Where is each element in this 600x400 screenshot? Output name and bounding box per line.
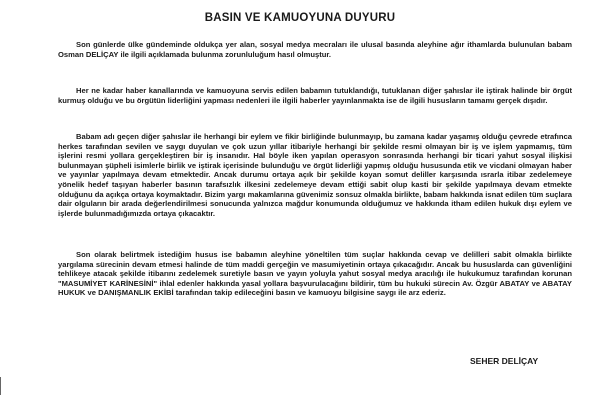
paragraph-1-text: Son günlerde ülke gündeminde oldukça yer alan, sosyal medya mecraları ile ulusal basında aleyhine ağır ithamlarda bulunulan babam Osman DELİÇAY ile ilgili açıklamada bulunma zorunluluğum hasıl olmuştur.: [58, 40, 572, 59]
paragraph-4: [58, 250, 572, 298]
paragraph-2-text: Her ne kadar haber kanallarında ve kamuoyuna servis edilen babamın tutuklandığı, tutuklanan diğer şahıslar ile iştirak halinde bir örgüt kurmuş olduğu ve bu örgütün liderliğini yapması nedenleri ile ilgili haberler yayınlanmakta ise de ilgili hususların tamamı gerçek dışıdır.: [58, 86, 572, 105]
document-title: BASIN VE KAMUOYUNA DUYURU: [204, 12, 396, 24]
paragraph-3: [58, 132, 572, 218]
paragraph-4-text: Son olarak belirtmek istediğim husus ise babamın aleyhine yöneltilen tüm suçlar hakkında cevap ve delilleri sabit olmakla birlikte yargılama sürecinin devam etmesi halinde de tüm maddi gerçeğin ve masumiyetinin ortaya çıkacağıdır. Ancak bu hususlarda can güvenliğini tehlikeye atacak şekilde itibarını zedelemek suretiyle basın ve yayın yoluyla yahut sosyal medya aracılığı ile hukukumuz tarafından korunan "MASUMİYET KARİNESİNİ" ihlal edenler hakkında yasal yollara başvurulacağını bildirir, tüm bu hukuki sürecin Av. Özgür ABATAY ve ABATAY HUKUK ve DANIŞMANLIK EKİBİ tarafından takip edileceğini basın ve kamuoyu bilgisine saygı ile arz ederiz.: [58, 250, 572, 298]
signature: SEHER DELİÇAY: [470, 356, 539, 366]
paragraph-1: [58, 40, 572, 59]
page-edge-mark: [0, 377, 5, 395]
paragraph-3-text: Babam adı geçen diğer şahıslar ile herhangi bir eylem ve fikir birliğinde bulunmayıp, bu zamana kadar yaşamış olduğu çevrede etrafınca herkes tarafından sevilen ve saygı duyulan ve çok uzun yıllar itibariyle herhangi bir şekilde resmi olmayan bir iş ve işlem yapmamış, tüm işlerini resmi yollara gerçekleştiren bir iş insanıdır. Hal böyle iken yapılan operasyon sonrasında herhangi bir ticari yahut sosyal ilişkisi bulunmayan şüpheli isimlerle birlik ve iştirak içerisinde bulunduğu ve örgüt liderliği yapmış olduğu hususunda etik ve vicdani olmayan haber ve yayınlar yapılmaya devam etmektedir. Ancak durumu ortaya açık bir şekilde koyan somut deliller karşısında ısrarla itibar zedelemeye yönelik hedef taşıyan haberler basının tarafsızlık ilkesini zedelemeye devam ettiği sabit olup kasti bir şekilde yapılmaya devam etmekte olduğunu da açıkça ortaya koymaktadır. Bizim yargı makamlarına güvenimiz sonsuz olmakla birlikte, babam hakkında isnat edilen tüm suçlara dair olguların bir arada değerlendirilmesi sonucunda yalnızca mağdur konumunda olduğumuz ve hakkında itham edilen hukuk dışı eylem ve işlerde bulunmadığımızda ortaya çıkacaktır.: [58, 132, 572, 218]
paragraph-2: [58, 86, 572, 105]
